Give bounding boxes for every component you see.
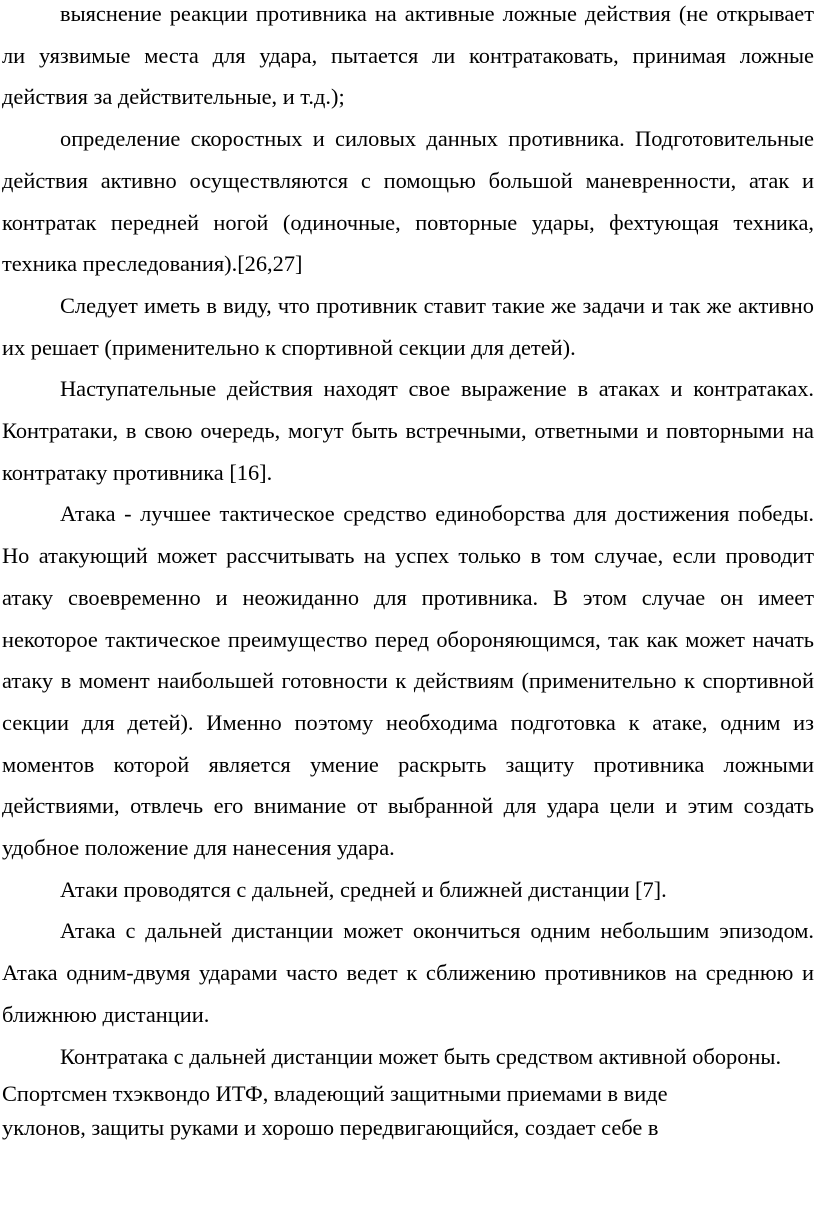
paragraph-speed-strength: определение скоростных и силовых данных противника. Подготовительные действия активно осуществляются с помощью большой маневренности, атак и контратак передней ногой (одиночные, повторные удары, фехтующая техника, техника преследования).[26,27] [2,126,814,277]
paragraph-itf-athlete: Спортсмен тхэквондо ИТФ, владеющий защитными приемами в виде уклонов, защиты руками и хорошо передвигающийся, создает себе в [2,1081,668,1141]
paragraph-counterattack: Контратака с дальней дистанции может быть средством активной обороны. [60,1043,782,1069]
paragraph-attack-tactics: Атака - лучшее тактическое средство единоборства для достижения победы. Но атакующий может рассчитывать на успех только в том случае, если проводит атаку своевременно и неожиданно для противника. В этом случае он имеет некоторое тактическое преимущество перед обороняющимся, так как может начать атаку в момент наибольшей готовности к действиям (применительно к спортивной секции для детей). Именно поэтому необходима подготовка к атаке, одним из моментов которой является умение раскрыть защиту противника ложными действиями, отвлечь его внимание от выбранной для удара цели и этим создать удобное положение для нанесения удара. [2,501,814,861]
paragraph-opponent-tasks: Следует иметь в виду, что противник ставит такие же задачи и так же активно их решает (применительно к спортивной секции для детей). [2,292,814,360]
paragraph-offensive-actions: Наступательные действия находят свое выражение в атаках и контратаках. Контратаки, в свою очередь, могут быть встречными, ответными и повторными на контратаку противника [16]. [2,376,814,485]
paragraph-attack-distances: Атаки проводятся с дальней, средней и ближней дистанции [7]. [60,876,667,902]
paragraph-opponent-reaction: выяснение реакции противника на активные ложные действия (не открывает ли уязвимые места для удара, пытается ли контратаковать, принимая ложные действия за действительные, и т.д.); [2,1,814,110]
paragraph-long-distance-attack: Атака с дальней дистанции может окончиться одним небольшим эпизодом. Атака одним-двумя ударами часто ведет к сближению противников на среднюю и ближнюю дистанции. [2,918,814,1027]
